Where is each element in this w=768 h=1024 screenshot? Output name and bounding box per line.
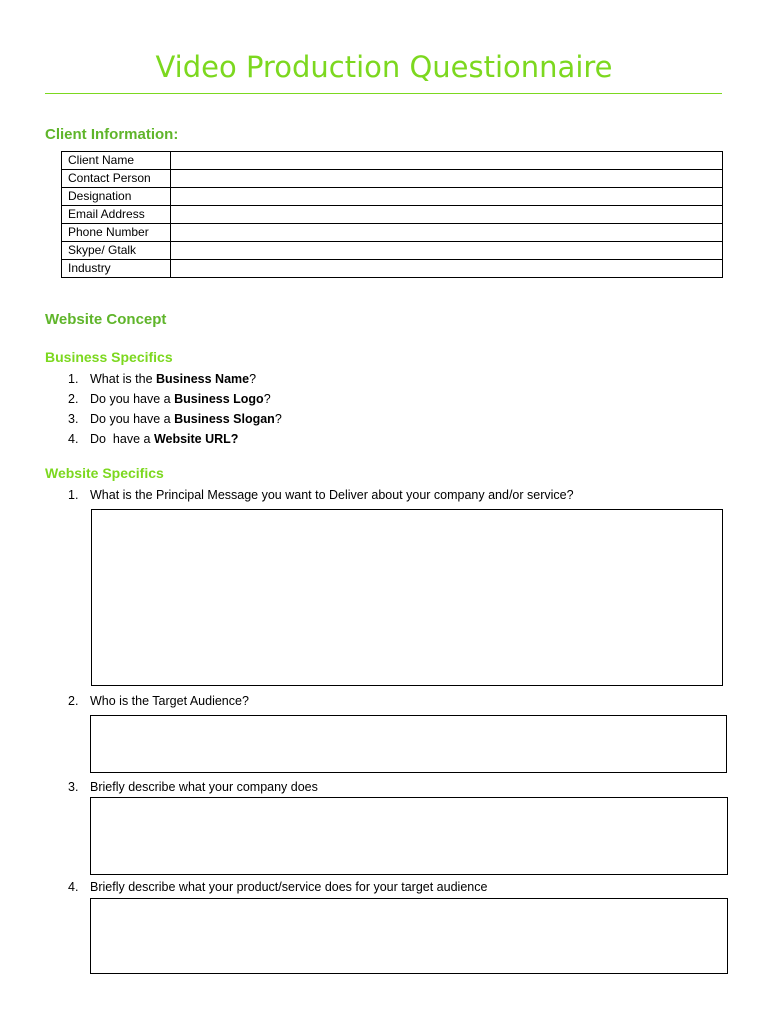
list-number: 2. (68, 392, 79, 406)
list-item (68, 411, 282, 427)
email-address-label: Email Address (62, 206, 171, 224)
client-information-heading: Client Information: (45, 126, 179, 143)
client-name-field[interactable] (171, 152, 723, 170)
list-text: Do you have a (90, 412, 175, 426)
table-row (62, 260, 723, 278)
list-number: 3. (68, 412, 79, 426)
website-concept-heading: Website Concept (45, 311, 167, 328)
list-text: Do you have a (90, 392, 175, 406)
target-audience-answer-box[interactable] (90, 715, 727, 773)
product-service-answer-box[interactable] (90, 898, 728, 974)
designation-field[interactable] (171, 188, 723, 206)
list-bold-text: Business Logo (174, 392, 264, 406)
phone-number-field[interactable] (171, 224, 723, 242)
principal-message-answer-box[interactable] (91, 509, 723, 686)
table-row (62, 170, 723, 188)
list-text: Do have a (90, 432, 154, 446)
table-row (62, 242, 723, 260)
question-number: 2. (68, 694, 79, 708)
table-row (62, 152, 723, 170)
question-item (68, 779, 318, 795)
question-number: 4. (68, 880, 79, 894)
title-divider (45, 93, 722, 94)
contact-person-label: Contact Person (62, 170, 171, 188)
question-number: 3. (68, 780, 79, 794)
question-item (68, 487, 574, 503)
question-item (68, 693, 249, 709)
list-text-suffix: ? (249, 372, 257, 386)
question-number: 1. (68, 488, 79, 502)
question-text: Briefly describe what your product/service does for your target audience (90, 880, 488, 894)
table-row (62, 188, 723, 206)
question-item (68, 879, 487, 895)
question-text: Who is the Target Audience? (90, 694, 249, 708)
contact-person-field[interactable] (171, 170, 723, 188)
question-text: Briefly describe what your company does (90, 780, 318, 794)
skype-gtalk-label: Skype/ Gtalk (62, 242, 171, 260)
client-information-table (61, 151, 723, 278)
list-number: 1. (68, 372, 79, 386)
website-specifics-heading: Website Specifics (45, 465, 164, 481)
table-row (62, 206, 723, 224)
list-text: What is the (90, 372, 156, 386)
table-row (62, 224, 723, 242)
designation-label: Designation (62, 188, 171, 206)
list-number: 4. (68, 432, 79, 446)
industry-field[interactable] (171, 260, 723, 278)
industry-label: Industry (62, 260, 171, 278)
question-text: What is the Principal Message you want to Deliver about your company and/or service? (90, 488, 574, 502)
email-address-field[interactable] (171, 206, 723, 224)
list-item (68, 431, 238, 447)
business-specifics-heading: Business Specifics (45, 349, 173, 365)
list-bold-text: Website URL? (153, 432, 239, 446)
list-text-suffix: ? (263, 392, 271, 406)
list-item (68, 391, 271, 407)
skype-gtalk-field[interactable] (171, 242, 723, 260)
page-title: Video Production Questionnaire (155, 50, 613, 84)
list-bold-text: Business Slogan (174, 412, 275, 426)
client-name-label: Client Name (62, 152, 171, 170)
list-bold-text: Business Name (156, 372, 250, 386)
list-item (68, 371, 256, 387)
company-description-answer-box[interactable] (90, 797, 728, 875)
list-text-suffix: ? (274, 412, 282, 426)
phone-number-label: Phone Number (62, 224, 171, 242)
